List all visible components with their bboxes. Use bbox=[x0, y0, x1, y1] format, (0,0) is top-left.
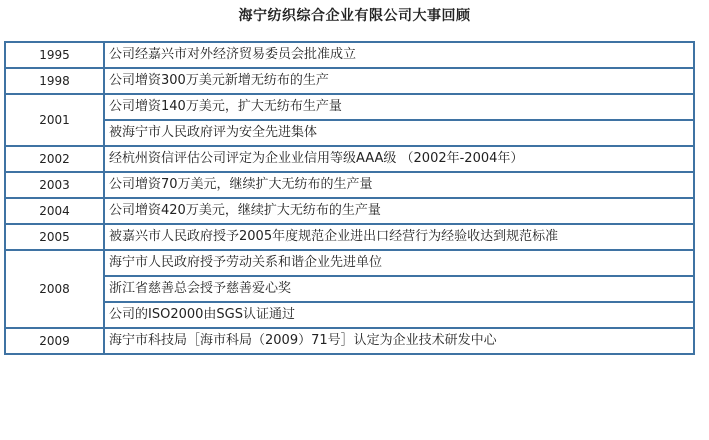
table-row bbox=[5, 276, 694, 302]
table-row bbox=[5, 250, 694, 276]
event-cell: 浙江省慈善总会授予慈善爱心奖 bbox=[104, 276, 694, 302]
events-table bbox=[4, 41, 695, 355]
table-row bbox=[5, 68, 694, 94]
year-cell: 2009 bbox=[5, 328, 104, 354]
table-row bbox=[5, 172, 694, 198]
event-cell: 公司增资140万美元，扩大无纺布生产量 bbox=[104, 94, 694, 120]
year-cell: 2005 bbox=[5, 224, 104, 250]
event-cell: 公司增资420万美元，继续扩大无纺布的生产量 bbox=[104, 198, 694, 224]
year-cell: 2001 bbox=[5, 94, 104, 146]
year-cell: 1998 bbox=[5, 68, 104, 94]
events-table-body bbox=[5, 42, 694, 354]
event-cell: 海宁市科技局［海市科局（2009）71号］认定为企业技术研发中心 bbox=[104, 328, 694, 354]
event-cell: 公司的ISO2000由SGS认证通过 bbox=[104, 302, 694, 328]
table-row bbox=[5, 42, 694, 68]
event-cell: 被嘉兴市人民政府授予2005年度规范企业进出口经营行为经验收达到规范标准 bbox=[104, 224, 694, 250]
year-cell: 1995 bbox=[5, 42, 104, 68]
table-row bbox=[5, 224, 694, 250]
event-cell: 公司增资70万美元，继续扩大无纺布的生产量 bbox=[104, 172, 694, 198]
year-cell: 2008 bbox=[5, 250, 104, 328]
table-row bbox=[5, 146, 694, 172]
year-cell: 2003 bbox=[5, 172, 104, 198]
event-cell: 经杭州资信评估公司评定为企业业信用等级AAA级 （2002年-2004年） bbox=[104, 146, 694, 172]
year-cell: 2004 bbox=[5, 198, 104, 224]
event-cell: 被海宁市人民政府评为安全先进集体 bbox=[104, 120, 694, 146]
event-cell: 海宁市人民政府授予劳动关系和谐企业先进单位 bbox=[104, 250, 694, 276]
table-row bbox=[5, 120, 694, 146]
table-row bbox=[5, 328, 694, 354]
table-row bbox=[5, 94, 694, 120]
page-title: 海宁纺织综合企业有限公司大事回顾 bbox=[238, 8, 471, 24]
event-cell: 公司经嘉兴市对外经济贸易委员会批准成立 bbox=[104, 42, 694, 68]
event-cell: 公司增资300万美元新增无纺布的生产 bbox=[104, 68, 694, 94]
year-cell: 2002 bbox=[5, 146, 104, 172]
table-row bbox=[5, 198, 694, 224]
table-row bbox=[5, 302, 694, 328]
